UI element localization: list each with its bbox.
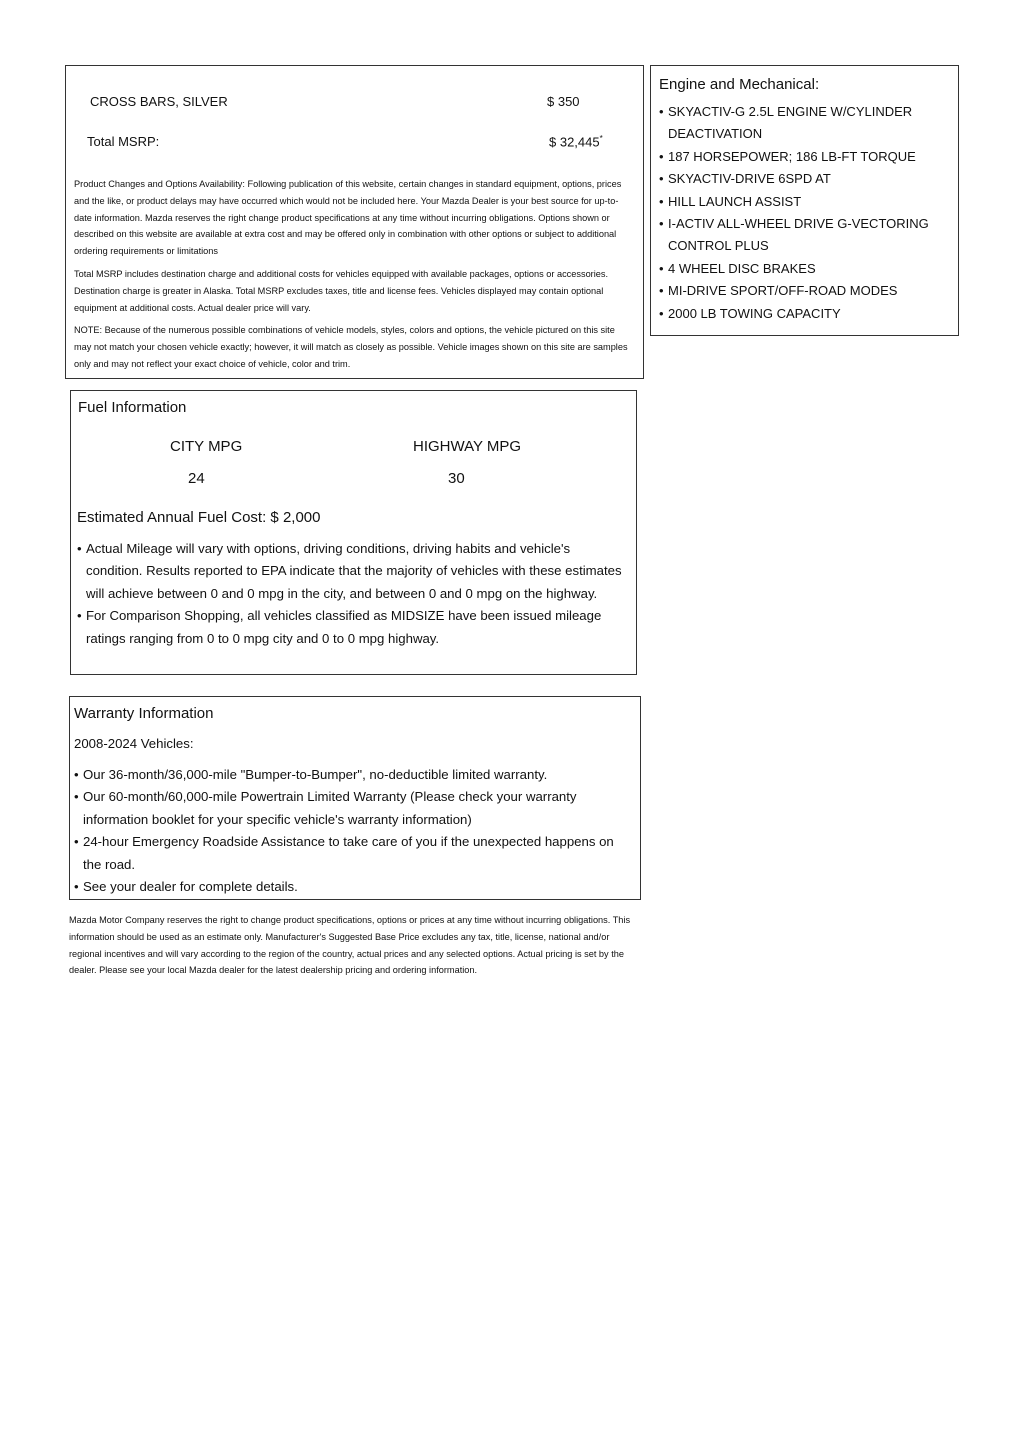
warranty-item xyxy=(74,831,634,876)
pricing-box xyxy=(65,65,644,379)
engine-item xyxy=(659,191,958,213)
engine-item xyxy=(659,168,958,190)
highway-mpg-label: HIGHWAY MPG xyxy=(413,438,522,455)
note-product-changes: Product Changes and Options Availability: Following publication of this website, certain changes in standard equipment, options, prices and the like, or product delays may have occurred which would not be included here. Your Mazda Dealer is your best source for up-to-date information. Mazda reserves the right change product specifications at any time without incurring obligations. Options shown or described on this website are available at extra cost and may be offered only in combination with other options or subject to additional ordering requirements or limitations xyxy=(74,179,622,257)
warranty-item-text: Our 36-month/36,000-mile "Bumper-to-Bumper", no-deductible limited warranty. xyxy=(83,767,548,782)
pricing-notes xyxy=(74,176,634,379)
bullet: • xyxy=(659,305,664,321)
total-msrp-value xyxy=(549,134,603,149)
engine-item-text: I-ACTIV ALL-WHEEL DRIVE G-VECTORING CONTROL PLUS xyxy=(668,216,929,254)
bullet: • xyxy=(74,767,79,782)
bullet: • xyxy=(74,879,79,895)
bullet: • xyxy=(659,283,664,299)
engine-item-text: SKYACTIV-DRIVE 6SPD AT xyxy=(668,171,831,187)
option-price: $ 350 xyxy=(547,94,580,109)
fuel-box xyxy=(70,390,637,675)
warranty-item-text: 24-hour Emergency Roadside Assistance to take care of you if the unexpected happens on the road. xyxy=(83,834,614,872)
engine-item-text: SKYACTIV-G 2.5L ENGINE W/CYLINDER DEACTIVATION xyxy=(668,104,913,142)
engine-title: Engine and Mechanical: xyxy=(659,76,820,93)
fuel-note xyxy=(77,605,629,650)
fuel-note xyxy=(77,538,629,605)
highway-mpg-value: 30 xyxy=(448,470,465,487)
bullet: • xyxy=(659,171,664,187)
engine-item xyxy=(659,280,958,302)
warranty-item xyxy=(74,764,634,786)
engine-box xyxy=(650,65,959,336)
warranty-list xyxy=(74,764,634,898)
fuel-notes xyxy=(77,538,629,650)
total-msrp-label: Total MSRP: xyxy=(87,134,160,149)
bullet: • xyxy=(659,148,664,164)
engine-item-text: HILL LAUNCH ASSIST xyxy=(668,193,802,209)
engine-item xyxy=(659,213,958,258)
total-msrp-mark: * xyxy=(599,134,603,143)
engine-item-text: 2000 LB TOWING CAPACITY xyxy=(668,305,841,321)
note-total-msrp: Total MSRP includes destination charge and additional costs for vehicles equipped with available packages, options or accessories. Destination charge is greater in Alaska. Total MSRP excludes taxes, title and license fees. Vehicles displayed may contain optional equipment at additional costs. Actual dealer price will vary. xyxy=(74,268,609,313)
warranty-box xyxy=(69,696,641,900)
fuel-note-text: Actual Mileage will vary with options, driving conditions, driving habits and vehicle's condition. Results reported to EPA indicate that the majority of vehicles with these estimates will achieve between 0 and 0 mpg in the city, and between 0 and 0 mpg on the highway. xyxy=(86,541,622,601)
city-mpg-label: CITY MPG xyxy=(170,438,243,455)
engine-item xyxy=(659,258,958,280)
warranty-item xyxy=(74,876,634,898)
footer-disclaimer: Mazda Motor Company reserves the right to change product specifications, options or prices at any time without incurring obligations. This information should be used as an estimate only. Manufacturer's Suggested Base Price excludes any tax, title, license, national and/or regional incentives and will vary according to the region of the country, actual prices and any selected options. Actual pricing is set by the dealer. Please see your local Mazda dealer for the latest dealership pricing and ordering information. xyxy=(69,915,631,976)
warranty-item-text: See your dealer for complete details. xyxy=(83,879,298,895)
total-msrp-amount: $ 32,445 xyxy=(549,134,600,150)
bullet: • xyxy=(659,216,664,232)
engine-item-text: MI-DRIVE SPORT/OFF-ROAD MODES xyxy=(668,283,898,299)
engine-item xyxy=(659,146,958,168)
warranty-item xyxy=(74,786,634,831)
fuel-note-text: For Comparison Shopping, all vehicles classified as MIDSIZE have been issued mileage ratings ranging from 0 to 0 mpg city and 0 to 0 mpg highway. xyxy=(86,608,602,646)
warranty-title: Warranty Information xyxy=(74,705,214,722)
bullet: • xyxy=(77,541,82,556)
engine-item xyxy=(659,101,958,146)
note-vehicle-images: NOTE: Because of the numerous possible combinations of vehicle models, styles, colors and options, the vehicle pictured on this site may not match your chosen vehicle exactly; however, it will match as closely as possible. Vehicle images shown on this site are samples only and may not reflect your exact choice of vehicle, color and trim. xyxy=(74,325,628,369)
bullet: • xyxy=(77,608,82,624)
engine-item-text: 4 WHEEL DISC BRAKES xyxy=(668,260,816,276)
bullet: • xyxy=(659,104,664,119)
annual-fuel-cost: Estimated Annual Fuel Cost: $ 2,000 xyxy=(77,509,321,526)
bullet: • xyxy=(659,260,664,276)
option-name: CROSS BARS, SILVER xyxy=(90,94,228,109)
engine-list xyxy=(659,101,958,325)
warranty-vehicle-range: 2008-2024 Vehicles: xyxy=(74,736,194,751)
bullet: • xyxy=(74,789,79,805)
engine-item-text: 187 HORSEPOWER; 186 LB-FT TORQUE xyxy=(668,148,916,164)
engine-item xyxy=(659,303,958,325)
city-mpg-value: 24 xyxy=(188,470,205,487)
fuel-title: Fuel Information xyxy=(78,399,187,416)
bullet: • xyxy=(74,834,79,850)
bullet: • xyxy=(659,193,664,209)
warranty-item-text: Our 60-month/60,000-mile Powertrain Limited Warranty (Please check your warranty information booklet for your specific vehicle's warranty information) xyxy=(83,789,577,827)
